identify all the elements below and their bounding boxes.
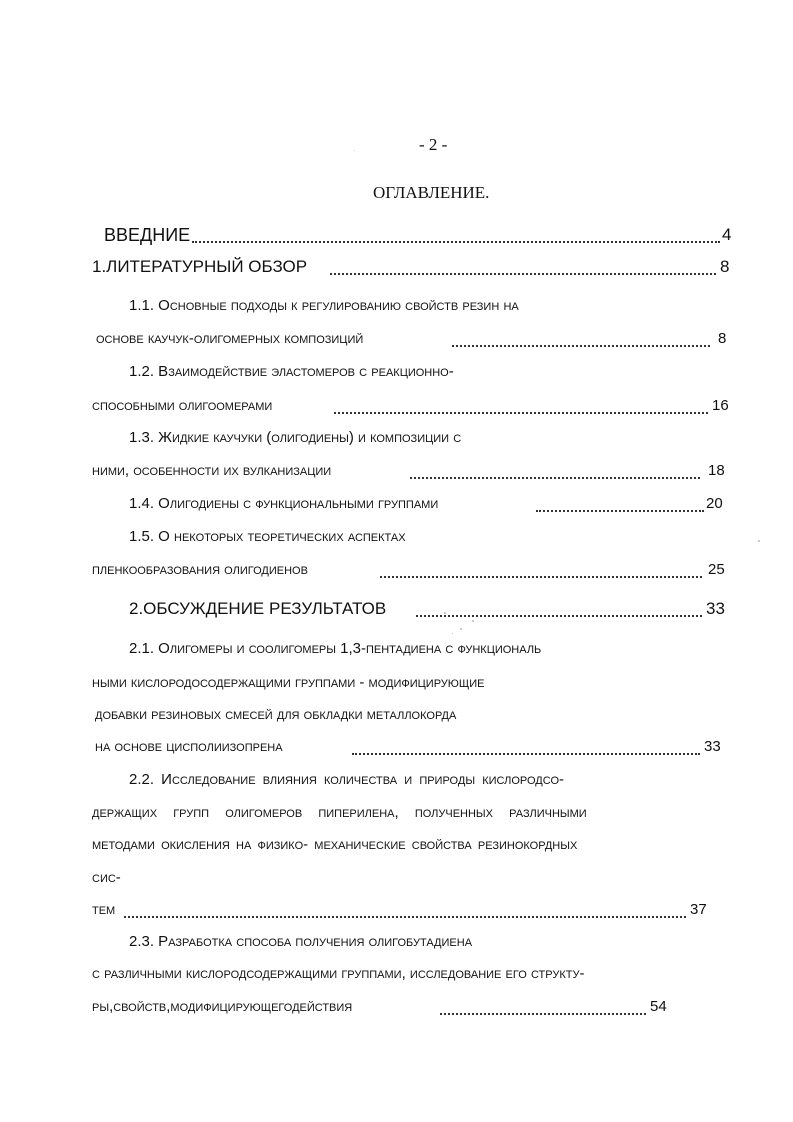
toc-leader-dots [380, 576, 702, 578]
toc-line: сис- [92, 869, 121, 886]
toc-page: 4 [722, 225, 732, 244]
toc-leader-dots [124, 916, 686, 918]
toc-line: ними, особенности их вулканизации [92, 462, 332, 479]
toc-line: 2.3. Разработка способа получения олигобутадиена [129, 933, 473, 950]
toc-leader-dots [330, 273, 716, 275]
toc-page: 20 [706, 495, 723, 512]
toc-line: добавки резиновых смесей для обкладки металлокорда [95, 706, 457, 723]
toc-leader-dots [452, 345, 710, 347]
scan-speck [758, 540, 760, 542]
toc-page: 37 [690, 901, 707, 918]
toc-label: ВВЕДНИЕ [104, 225, 191, 245]
toc-page: 33 [706, 599, 725, 618]
toc-page: 8 [718, 330, 727, 347]
toc-leader-dots [352, 753, 700, 755]
toc-line: 1.5. О некоторых теоретических аспектах [129, 528, 406, 545]
scan-speck [452, 633, 453, 634]
toc-page: 16 [712, 397, 729, 414]
scan-speck [472, 620, 474, 622]
toc-page: 18 [708, 462, 725, 479]
toc-title: ОГЛАВЛЕНИЕ. [373, 183, 490, 202]
toc-leader-dots [334, 412, 708, 414]
toc-line: 2.2. Исследование влияния количества и природы кислородсо- [129, 771, 565, 788]
toc-leader-dots [192, 241, 720, 243]
toc-line: с различными кислородсодержащими группами, исследование его структу- [92, 965, 585, 982]
toc-leader-dots [416, 615, 702, 617]
toc-line: ными кислородосодержащими группами - модифицирующие [92, 674, 485, 691]
toc-line: пленкообразования олигодиенов [92, 561, 308, 578]
toc-line: основе каучук-олигомерных композиций [96, 330, 364, 347]
toc-label: 1.4. Олигодиены с функциональными группами [129, 495, 439, 512]
toc-label: 1.ЛИТЕРАТУРНЫЙ ОБЗОР [92, 257, 308, 276]
toc-page: 54 [650, 998, 667, 1015]
toc-line: тем [92, 901, 116, 918]
scan-speck [460, 628, 462, 630]
toc-label: 2.ОБСУЖДЕНИЕ РЕЗУЛЬТАТОВ [129, 599, 387, 618]
toc-page: 33 [704, 738, 721, 755]
toc-line: 1.3. Жидкие каучуки (олигодиены) и композиции с [129, 429, 462, 446]
toc-page: 25 [708, 561, 725, 578]
page-number: - 2 - [419, 135, 448, 154]
toc-page: 8 [720, 257, 730, 276]
toc-line: 1.2. Взаимодействие эластомеров с реакционно- [129, 363, 454, 380]
toc-line: методами окисления на физико- механические свойства резинокордных [92, 836, 578, 853]
toc-leader-dots [440, 1013, 646, 1015]
toc-line: способными олигоомерами [92, 397, 273, 414]
toc-line: 1.1. Основные подходы к регулированию свойств резин на [129, 297, 519, 314]
toc-line: ры,свойств,модифицирующегодействия [92, 998, 353, 1015]
scan-speck [354, 150, 355, 151]
toc-line: держащих групп олигомеров пиперилена, полученных различными [92, 804, 587, 821]
toc-leader-dots [536, 510, 704, 512]
toc-leader-dots [410, 477, 700, 479]
toc-line: на основе цисполиизопрена [95, 738, 283, 755]
scan-speck [444, 612, 446, 614]
toc-line: 2.1. Олигомеры и соолигомеры 1,3-пентадиена с функциональ [129, 640, 542, 657]
